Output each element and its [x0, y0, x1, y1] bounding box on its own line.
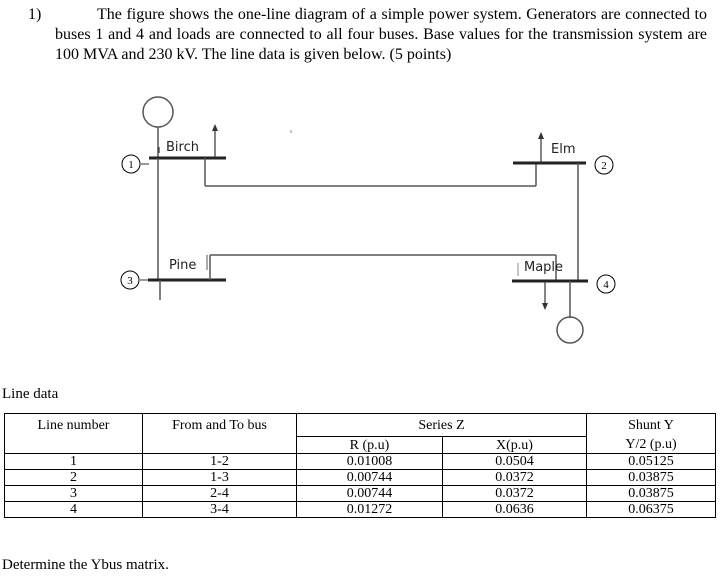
cell-y2: 0.03875: [587, 486, 716, 502]
table-row: [5, 454, 716, 470]
header-shunt-y: Shunt Y: [587, 414, 716, 437]
cell-r: 0.01008: [297, 454, 443, 470]
cell-x: 0.0504: [443, 454, 587, 470]
cell-buses: 3-4: [143, 502, 297, 518]
cell-x: 0.0372: [443, 486, 587, 502]
cell-r: 0.00744: [297, 470, 443, 486]
cell-line: 3: [5, 486, 143, 502]
svg-text:4: 4: [603, 279, 609, 291]
line-data-label: Line data: [2, 386, 59, 402]
svg-text:1: 1: [128, 159, 134, 171]
cell-buses: 1-2: [143, 454, 297, 470]
line-data-table: [4, 413, 716, 518]
cell-y2: 0.03875: [587, 470, 716, 486]
table-row: [5, 486, 716, 502]
svg-text:3: 3: [127, 275, 133, 287]
cell-line: 1: [5, 454, 143, 470]
cell-r: 0.01272: [297, 502, 443, 518]
header-x: X(p.u): [443, 437, 587, 454]
cell-buses: 1-3: [143, 470, 297, 486]
question-text: The figure shows the one-line diagram of a simple power system. Generators are connected to buses 1 and 4 and loads are connected to all four buses. Base values for the transmission system are 100 MVA and 230 kV. The line data is given below. (5 points): [55, 6, 707, 63]
header-line-number: Line number: [5, 414, 143, 437]
svg-text:2: 2: [601, 160, 607, 172]
header-r: R (p.u): [297, 437, 443, 454]
question-number: 1): [28, 6, 42, 23]
cell-y2: 0.06375: [587, 502, 716, 518]
bus-3-number-circle: [121, 271, 139, 289]
cell-buses: 2-4: [143, 486, 297, 502]
cell-y2: 0.05125: [587, 454, 716, 470]
table-row: [5, 470, 716, 486]
bus-1-number-circle: [122, 155, 140, 173]
header-series-z: Series Z: [297, 414, 587, 437]
header-shunt-sub: Y/2 (p.u): [587, 437, 716, 454]
bus-2-name: Elm: [551, 142, 576, 157]
generator-4-icon: [557, 317, 583, 343]
cell-line: 4: [5, 502, 143, 518]
cell-x: 0.0372: [443, 470, 587, 486]
bus-3-name: Pine: [169, 258, 197, 273]
cell-x: 0.0636: [443, 502, 587, 518]
task-text: Determine the Ybus matrix.: [2, 557, 169, 573]
bus-1-name: Birch: [166, 140, 199, 155]
bus-2-number-circle: [595, 156, 613, 174]
cell-r: 0.00744: [297, 486, 443, 502]
table-row: [5, 502, 716, 518]
header-from-to: From and To bus: [143, 414, 297, 437]
generator-1-icon: [143, 97, 173, 127]
cell-line: 2: [5, 470, 143, 486]
bus-4-name: Maple: [524, 260, 564, 275]
bus-4-number-circle: [597, 275, 615, 293]
